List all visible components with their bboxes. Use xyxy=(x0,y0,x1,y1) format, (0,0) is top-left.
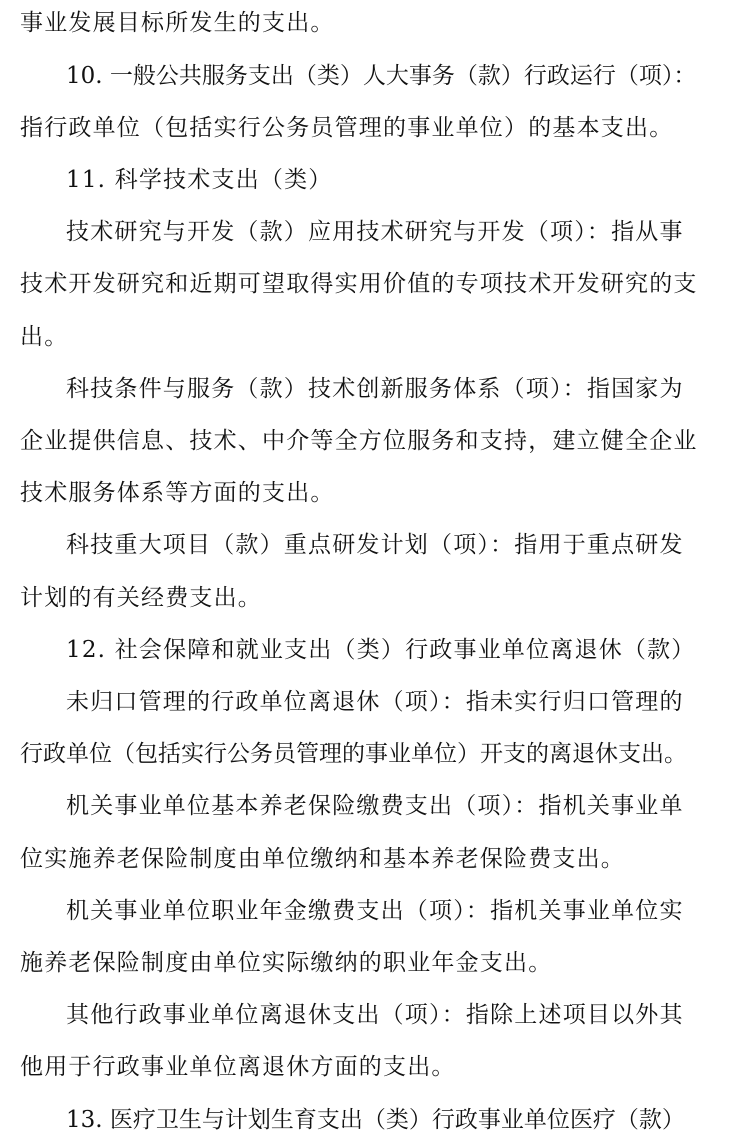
text-line: 技术研究与开发（款）应用技术研究与开发（项）：指从事 xyxy=(66,219,684,245)
text-line: 施养老保险制度由单位实际缴纳的职业年金支出。 xyxy=(20,950,553,976)
text-line: 指行政单位（包括实行公务员管理的事业单位）的基本支出。 xyxy=(20,115,674,141)
text-line: 科技重大项目（款）重点研发计划（项）：指用于重点研发 xyxy=(66,532,684,558)
text-line: 科技条件与服务（款）技术创新服务体系（项）：指国家为 xyxy=(66,376,684,402)
text-line: 行政单位（包括实行公务员管理的事业单位）开支的离退休支出。 xyxy=(20,741,687,767)
text-line: 其他行政事业单位离退休支出（项）：指除上述项目以外其 xyxy=(66,1002,684,1028)
text-line: 12. 社会保障和就业支出（类）行政事业单位离退休（款） xyxy=(66,637,696,663)
text-line: 技术开发研究和近期可望取得实用价值的专项技术开发研究的支 xyxy=(20,271,698,297)
text-line: 11. 科学技术支出（类） xyxy=(66,167,333,193)
text-line: 计划的有关经费支出。 xyxy=(20,585,262,611)
text-line: 出。 xyxy=(20,324,69,350)
text-line: 位实施养老保险制度由单位缴纳和基本养老保险费支出。 xyxy=(20,846,625,872)
text-line: 13. 医疗卫生与计划生育支出（类）行政事业单位医疗（款） xyxy=(66,1107,685,1133)
text-line: 事业发展目标所发生的支出。 xyxy=(20,10,335,36)
text-line: 他用于行政事业单位离退休方面的支出。 xyxy=(20,1054,456,1080)
text-line: 未归口管理的行政单位离退休（项）：指未实行归口管理的 xyxy=(66,689,684,715)
text-line: 企业提供信息、技术、中介等全方位服务和支持，建立健全企业 xyxy=(20,428,698,454)
text-line: 机关事业单位基本养老保险缴费支出（项）：指机关事业单 xyxy=(66,793,684,819)
text-line: 10. 一般公共服务支出（类）人大事务（款）行政运行（项）： xyxy=(66,63,697,89)
text-line: 技术服务体系等方面的支出。 xyxy=(20,480,335,506)
text-line: 机关事业单位职业年金缴费支出（项）：指机关事业单位实 xyxy=(66,898,684,924)
